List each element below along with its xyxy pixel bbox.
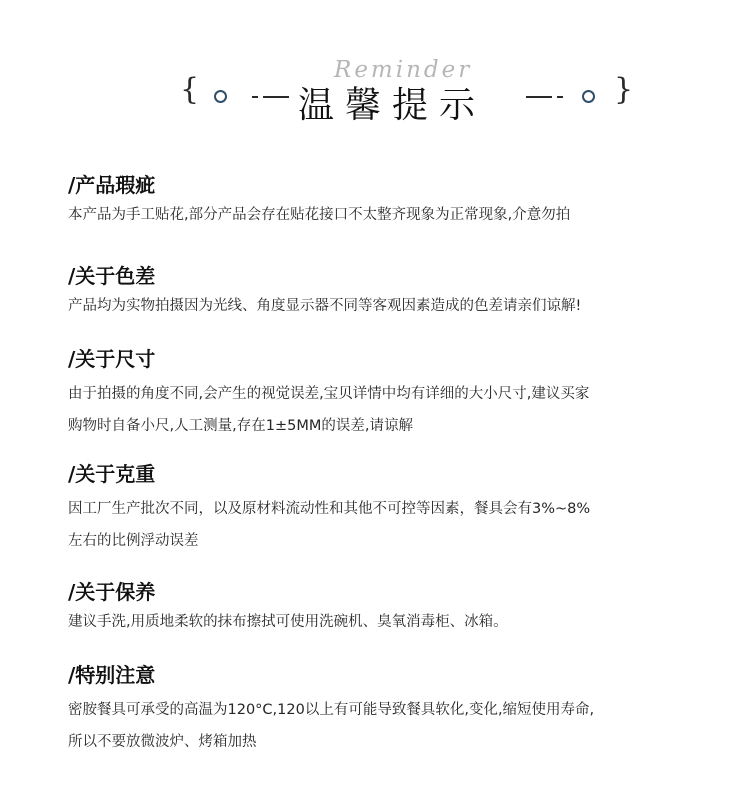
body-line: 产品均为实物拍摄因为光线、角度显示器不同等客观因素造成的色差请亲们谅解!: [68, 298, 582, 314]
section-color-difference: [68, 263, 708, 317]
body-line: 建议手洗,用质地柔软的抹布擦拭可使用洗碗机、臭氧消毒柜、冰箱。: [68, 614, 508, 630]
section-body: [68, 694, 708, 758]
left-dash-ornament: [252, 96, 258, 98]
body-line: 由于拍摄的角度不同,会产生的视觉误差,宝贝详情中均有详细的大小尺寸,建议买家: [68, 386, 590, 402]
right-dash-ornament: [557, 96, 563, 98]
section-body: [68, 295, 708, 317]
page-title: 温馨提示: [298, 85, 487, 126]
reminder-header: [0, 55, 750, 135]
body-line: 左右的比例浮动误差: [68, 533, 199, 549]
body-line: 购物时自备小尺,人工测量,存在1±5MM的误差,请谅解: [68, 418, 413, 434]
section-body: [68, 378, 708, 442]
left-ring-ornament: [214, 90, 227, 103]
section-care: [68, 579, 708, 633]
section-heading: /产品瑕疵: [68, 173, 156, 197]
section-heading: /关于保养: [68, 580, 156, 604]
section-body: [68, 204, 708, 226]
right-ring-ornament: [582, 90, 595, 103]
section-heading: /特别注意: [68, 663, 156, 687]
body-line: 因工厂生产批次不同，以及原材料流动性和其他不可控等因素，餐具会有3%~8%: [68, 501, 591, 517]
right-brace-ornament: }: [614, 72, 634, 107]
section-size: [68, 346, 708, 442]
body-line: 密胺餐具可承受的高温为120°C,120以上有可能导致餐具软化,变化,缩短使用寿命,: [68, 702, 595, 718]
left-brace-ornament: {: [180, 72, 200, 107]
right-line-ornament: [526, 96, 552, 98]
section-weight: [68, 461, 708, 557]
section-heading: /关于尺寸: [68, 347, 156, 371]
body-line: 本产品为手工贴花,部分产品会存在贴花接口不太整齐现象为正常现象,介意勿拍: [68, 207, 571, 223]
section-product-defects: [68, 172, 708, 226]
left-line-ornament: [263, 96, 289, 98]
body-line: 所以不要放微波炉、烤箱加热: [68, 734, 257, 750]
section-body: [68, 493, 708, 557]
section-heading: /关于色差: [68, 264, 156, 288]
section-body: [68, 611, 708, 633]
section-special-notice: [68, 662, 708, 758]
header-subtitle: Reminder: [334, 57, 473, 83]
section-heading: /关于克重: [68, 462, 156, 486]
